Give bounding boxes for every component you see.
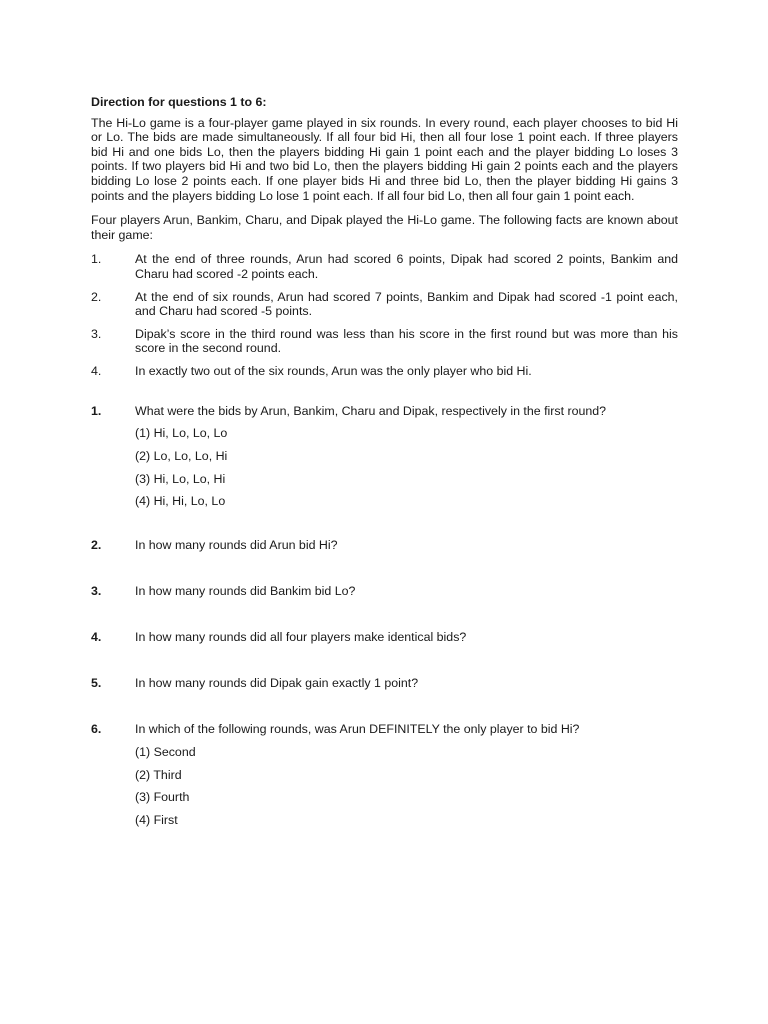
question-number: 1. [91, 403, 102, 418]
fact-item [91, 290, 678, 319]
fact-number: 1. [91, 252, 102, 267]
fact-item [91, 252, 678, 281]
question-body [135, 722, 678, 827]
question-number: 3. [91, 584, 102, 599]
game-rules-paragraph: The Hi-Lo game is a four-player game played in six rounds. In every round, each player chooses to bid Hi or Lo. The bids are made simultaneously. If all four bid Hi, then all four lose 1 point each. If three players bid Hi and one bids Lo, then the players bidding Hi gain 1 point each and the player bidding Lo loses 3 points. If two players bid Hi and two bid Lo, then the players bidding Hi gain 2 points each and the players bidding Lo lose 2 points each. If one player bids Hi and three bid Lo, then the player bidding Hi gains 3 points and the players bidding Lo lose 1 point each. If all four bid Lo, then all four gain 1 point each. [91, 115, 678, 203]
fact-number: 3. [91, 326, 102, 341]
direction-heading: Direction for questions 1 to 6: [91, 95, 267, 109]
question-text: In which of the following rounds, was Arun DEFINITELY the only player to bid Hi? [135, 722, 580, 737]
answer-option: (3) Hi, Lo, Lo, Hi [135, 471, 226, 486]
players-intro-paragraph: Four players Arun, Bankim, Charu, and Dipak played the Hi-Lo game. The following facts are known about their game: [91, 213, 678, 242]
answer-option: (2) Third [135, 767, 182, 782]
answer-option: (1) Hi, Lo, Lo, Lo [135, 426, 228, 441]
answer-option: (2) Lo, Lo, Lo, Hi [135, 448, 228, 463]
document-page [91, 95, 678, 828]
answer-option: (4) Hi, Hi, Lo, Lo [135, 494, 226, 509]
question-number: 6. [91, 722, 102, 737]
fact-number: 4. [91, 363, 102, 378]
fact-text: Dipak’s score in the third round was less than his score in the first round but was more than his score in the second round. [135, 326, 678, 356]
question-body [135, 538, 678, 553]
question-2 [91, 538, 678, 553]
answer-options [135, 745, 678, 828]
question-body [135, 584, 678, 599]
question-number: 2. [91, 538, 102, 553]
fact-text: In exactly two out of the six rounds, Arun was the only player who bid Hi. [135, 363, 532, 378]
answer-options [135, 426, 678, 509]
fact-text: At the end of three rounds, Arun had scored 6 points, Dipak had scored 2 points, Bankim and Charu had scored -2 points each. [135, 252, 678, 281]
question-body [135, 404, 678, 509]
question-text: In how many rounds did Dipak gain exactly 1 point? [135, 676, 419, 691]
question-text: In how many rounds did Bankim bid Lo? [135, 584, 356, 599]
fact-number: 2. [91, 289, 102, 304]
fact-text: At the end of six rounds, Arun had scored 7 points, Bankim and Dipak had scored -1 point each, and Charu had scored -5 points. [135, 289, 678, 319]
facts-list [91, 252, 678, 378]
question-4 [91, 630, 678, 645]
question-3 [91, 584, 678, 599]
answer-option: (1) Second [135, 744, 196, 759]
question-body [135, 630, 678, 645]
question-1 [91, 404, 678, 509]
question-number: 5. [91, 676, 102, 691]
fact-item [91, 364, 678, 379]
fact-item [91, 327, 678, 356]
answer-option: (4) First [135, 813, 178, 828]
question-5 [91, 676, 678, 691]
answer-option: (3) Fourth [135, 790, 190, 805]
question-text: In how many rounds did all four players make identical bids? [135, 630, 467, 645]
question-text: In how many rounds did Arun bid Hi? [135, 538, 338, 553]
question-body [135, 676, 678, 691]
question-6 [91, 722, 678, 827]
question-text: What were the bids by Arun, Bankim, Charu and Dipak, respectively in the first round? [135, 403, 607, 418]
question-number: 4. [91, 630, 102, 645]
